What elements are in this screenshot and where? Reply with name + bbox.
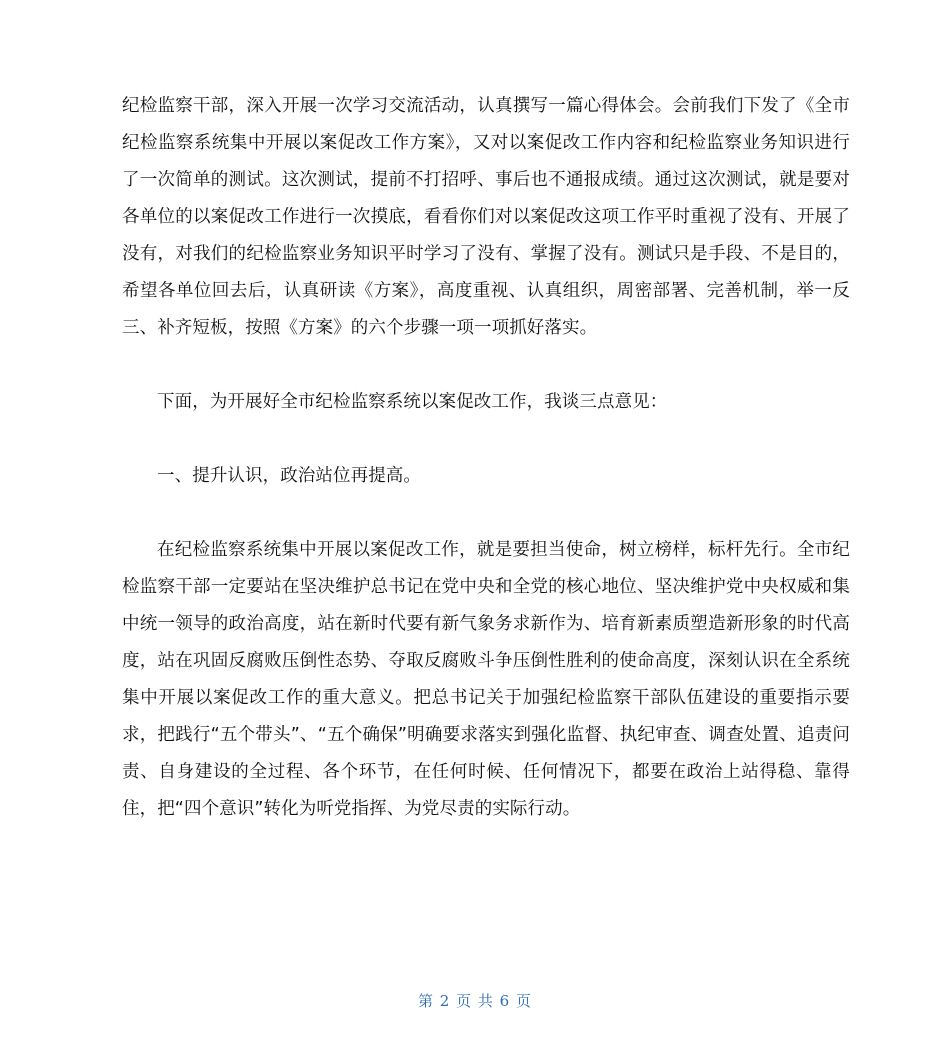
paragraph-opinions-intro: 下面，为开展好全市纪检监察系统以案促改工作，我谈三点意见：	[157, 392, 668, 412]
paragraph-gap	[122, 495, 850, 532]
section-heading-one: 一、提升认识，政治站位再提高。	[157, 466, 421, 486]
paragraph-intro: 纪检监察干部，深入开展一次学习交流活动，认真撰写一篇心得体会。会前我们下发了《全市纪检监察系统集中开展以案促改工作方案》，又对以案促改工作内容和纪检监察业务知识进行了一次简单的测试。这次测试，提前不打招呼、事后也不通报成绩。通过这次测试，就是要对各单位的以案促改工作进行一次摸底，看看你们对以案促改这项工作平时重视了没有、开展了没有，对我们的纪检监察业务知识平时学习了没有、掌握了没有。测试只是手段、不是目的，希望各单位回去后，认真研读《方案》，高度重视、认真组织，周密部署、完善机制，举一反三、补齐短板，按照《方案》的六个步骤一项一项抓好落实。	[122, 96, 850, 338]
document-body	[122, 88, 850, 828]
paragraph-gap	[122, 421, 850, 458]
paragraph-section-one-body: 在纪检监察系统集中开展以案促改工作，就是要担当使命，树立榜样，标杆先行。全市纪检监察干部一定要站在坚决维护总书记在党中央和全党的核心地位、坚决维护党中央权威和集中统一领导的政治高度，站在新时代要有新气象务求新作为、培育新素质塑造新形象的时代高度，站在巩固反腐败压倒性态势、夺取反腐败斗争压倒性胜利的使命高度，深刻认识在全系统集中开展以案促改工作的重大意义。把总书记关于加强纪检监察干部队伍建设的重要指示要求，把践行“五个带头”、“五个确保”明确要求落实到强化监督、执纪审查、调查处置、追责问责、自身建设的全过程、各个环节，在任何时候、任何情况下，都要在政治上站得稳、靠得住，把“四个意识”转化为听党指挥、为党尽责的实际行动。	[122, 540, 850, 819]
page-number-footer: 第 2 页 共 6 页	[418, 992, 532, 1010]
paragraph-gap	[122, 347, 850, 384]
